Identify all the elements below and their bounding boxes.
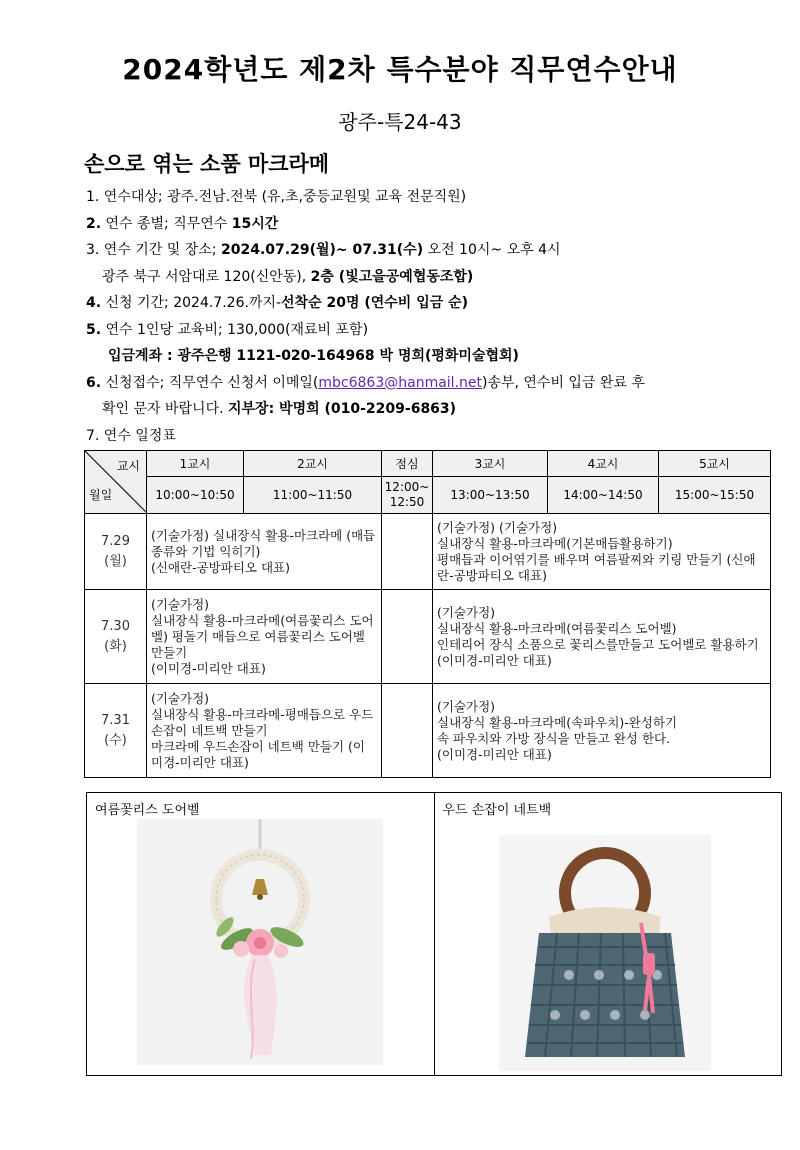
period-label: 1교시 xyxy=(147,451,244,477)
document-title: 2024학년도 제2차 특수분야 직무연수안내 xyxy=(122,53,678,86)
photo-caption: 여름꽃리스 도어벨 xyxy=(95,803,200,818)
lunch-cell xyxy=(382,514,433,590)
table-row xyxy=(85,590,771,684)
photo-cell-bag xyxy=(434,793,782,1075)
info-location: 광주 북구 서암대로 120(신안동), 2층 (빛고을공예협동조합) xyxy=(102,268,474,285)
document-code: 광주-특24-43 xyxy=(338,110,462,134)
afternoon-session: (기술가정) 실내장식 활용-마크라메(속파우치)-완성하기 속 파우치와 가방 장식을 만들고 완성 한다. (이미경-미리안 대표) xyxy=(433,684,771,778)
period-label: 4교시 xyxy=(548,451,659,477)
period-label: 점심 xyxy=(382,451,433,477)
photo-cell-wreath xyxy=(87,793,434,1075)
info-bank-account: 입금계좌 : 광주은행 1121-020-164968 박 명희(평화미술협회) xyxy=(108,348,519,364)
email-link[interactable]: mbc6863@hanmail.net xyxy=(318,374,482,391)
lunch-cell xyxy=(382,684,433,778)
period-label: 5교시 xyxy=(659,451,771,477)
schedule-table xyxy=(84,450,771,778)
table-row xyxy=(85,684,771,778)
info-period: 3. 연수 기간 및 장소; 2024.07.29(월)~ 07.31(수) 오전 10시~ 오후 4시 xyxy=(86,242,561,258)
info-target: 1. 연수대상; 광주.전남.전북 (유,초,중등교원및 교육 전문직원) xyxy=(86,189,467,205)
row-date: 7.30 (화) xyxy=(85,590,147,684)
course-subject: 손으로 엮는 소품 마크라메 xyxy=(84,152,330,176)
photo-table xyxy=(86,792,782,1076)
info-application: 6. 신청접수; 직무연수 신청서 이메일(mbc6863@hanmail.net)송부, 연수비 입금 완료 후 xyxy=(86,374,645,391)
lunch-cell xyxy=(382,590,433,684)
afternoon-session: (기술가정) 실내장식 활용-마크라메(여름꽃리스 도어벨) 인테리어 장식 소품으로 꽃리스를만들고 도어벨로 활용하기 (이미경-미리안 대표) xyxy=(433,590,771,684)
info-apply-period: 4. 신청 기간; 2024.7.26.까지-선착순 20명 (연수비 입금 순) xyxy=(86,295,469,311)
table-row xyxy=(85,514,771,590)
morning-session: (기술가정) 실내장식 활용-마크라메 (매듭종류와 기법 익히기) (신애란-공방파티오 대표) xyxy=(147,514,382,590)
info-list xyxy=(86,184,766,449)
morning-session: (기술가정) 실내장식 활용-마크라메-평매듭으로 우드손잡이 네트백 만들기 마크라메 우드손잡이 네트백 만들기 (이미경-미리안 대표) xyxy=(147,684,382,778)
info-contact: 확인 문자 바랍니다. 지부장: 박명희 (010-2209-6863) xyxy=(102,401,457,417)
row-date: 7.29 (월) xyxy=(85,514,147,590)
period-time: 15:00~15:50 xyxy=(659,477,771,514)
period-label: 3교시 xyxy=(433,451,548,477)
info-type: 2. 연수 종별; 직무연수 15시간 xyxy=(86,215,279,232)
wreath-doorbell-photo xyxy=(137,819,383,1065)
info-fee: 5. 연수 1인당 교육비; 130,000(재료비 포함) xyxy=(86,321,369,338)
period-time: 10:00~10:50 xyxy=(147,477,244,514)
info-schedule-heading: 7. 연수 일정표 xyxy=(86,427,176,444)
period-label: 2교시 xyxy=(244,451,382,477)
photo-caption: 우드 손잡이 네트백 xyxy=(442,803,552,818)
morning-session: (기술가정) 실내장식 활용-마크라메(여름꽃리스 도어벨) 평돌기 매듭으로 여름꽃리스 도어벨 만들기 (이미경-미리안 대표) xyxy=(147,590,382,684)
period-time: 14:00~14:50 xyxy=(548,477,659,514)
row-date: 7.31 (수) xyxy=(85,684,147,778)
schedule-corner: 교시 월일 xyxy=(85,451,147,514)
afternoon-session: (기술가정) (기술가정) 실내장식 활용-마크라메(기본매듭활용하기) 평매듭과 이어엮기를 배우며 여름팔찌와 키링 만들기 (신애란-공방파티오 대표) xyxy=(433,514,771,590)
period-time: 13:00~13:50 xyxy=(433,477,548,514)
period-time: 11:00~11:50 xyxy=(244,477,382,514)
net-bag-photo xyxy=(499,835,711,1071)
period-time: 12:00~ 12:50 xyxy=(382,477,433,514)
